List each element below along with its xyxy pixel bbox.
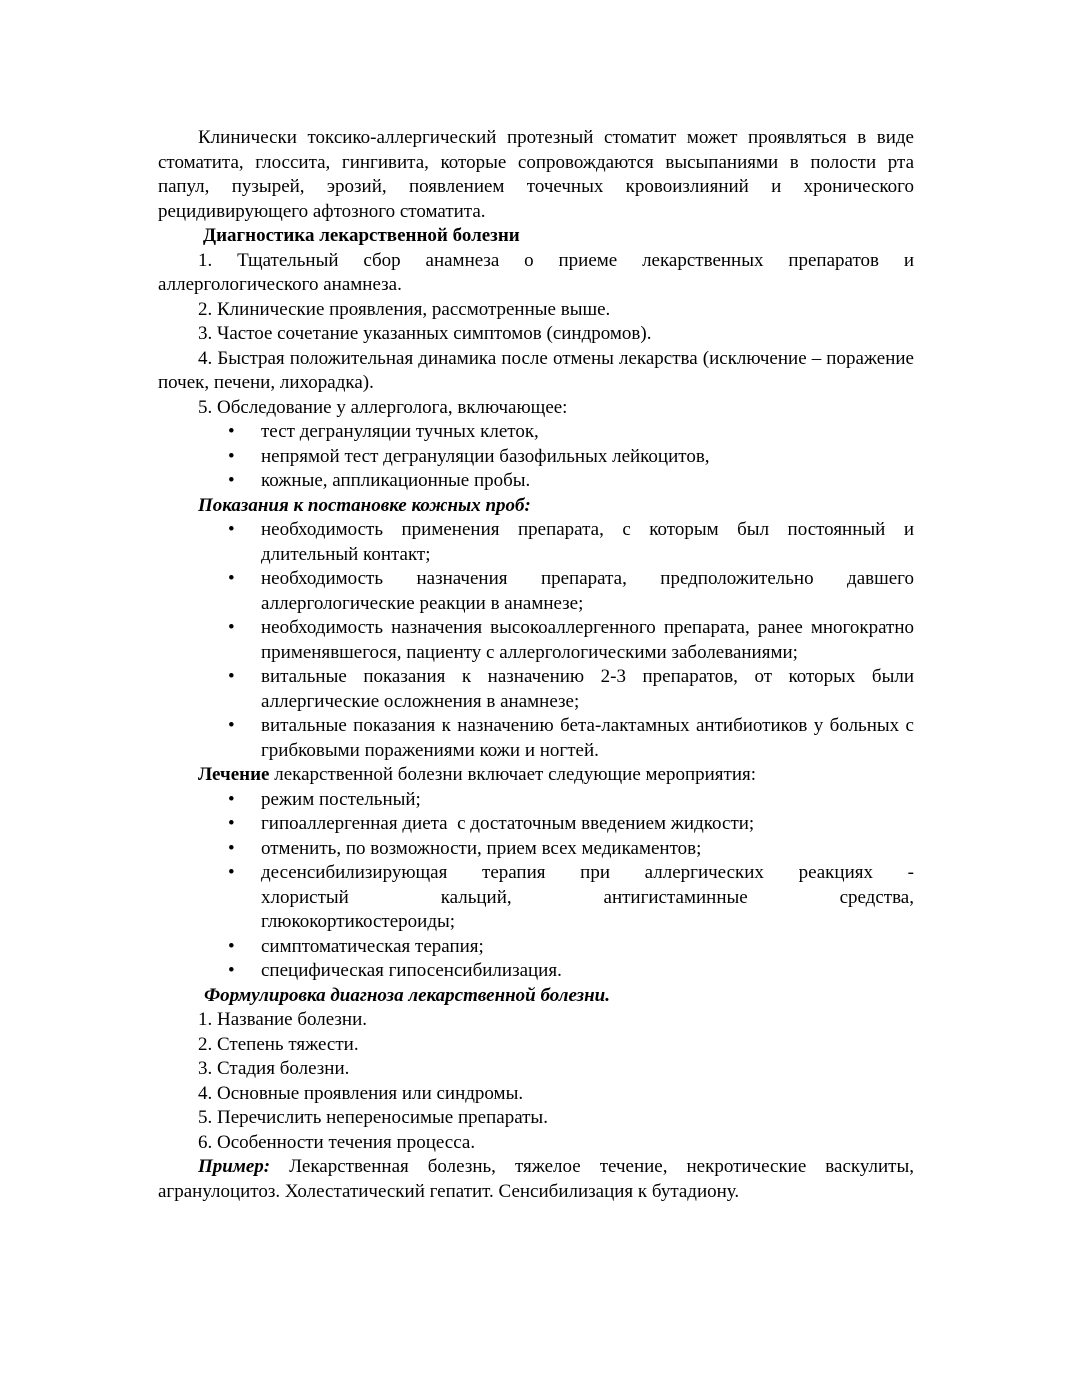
- list-item: • гипоаллергенная диета с достаточным введением жидкости;: [261, 812, 914, 837]
- skin-tests-list: [158, 518, 914, 763]
- bullet-icon: •: [228, 715, 235, 736]
- desensitization-line-3: глюкокортикостероиды;: [261, 911, 456, 932]
- bullet-icon: •: [228, 568, 235, 589]
- example-paragraph: [158, 1155, 914, 1204]
- bullet-icon: •: [228, 421, 235, 442]
- diagnostics-item-5: 5. Обследование у аллерголога, включающее:: [198, 396, 568, 418]
- formulation-item-4: 4. Основные проявления или синдромы.: [198, 1082, 524, 1104]
- formulation-item-5: 5. Перечислить непереносимые препараты.: [198, 1107, 548, 1128]
- treatment-paragraph: [158, 763, 914, 788]
- list-item: • витальные показания к назначению 2-3 препаратов, от которых были аллергические осложнения в анамнезе;: [228, 666, 914, 712]
- list-item: • режим постельный;: [261, 788, 914, 813]
- example-label: Пример:: [198, 1156, 271, 1177]
- formulation-item-6: 6. Особенности течения процесса.: [198, 1131, 476, 1153]
- bullet-icon: •: [228, 470, 235, 491]
- list-item: [228, 861, 914, 935]
- bullet-icon: •: [228, 519, 235, 540]
- list-item: • отменить, по возможности, прием всех медикаментов;: [261, 837, 914, 862]
- list-item: • витальные показания к назначению бета-лактамных антибиотиков у больных с грибковыми поражениями кожи и ногтей.: [228, 715, 914, 761]
- example-text: Лекарственная болезнь, тяжелое течение, некротические васкулиты, агранулоцитоз. Холестатический гепатит. Сенсибилизация к бутадиону.: [158, 1156, 914, 1202]
- list-item: • необходимость назначения высокоаллергенного препарата, ранее многократно применявшегося, пациенту с аллергологическими заболеваниями;: [228, 617, 914, 663]
- bullet-icon: •: [228, 837, 235, 859]
- diagnostics-item-4: 4. Быстрая положительная динамика после отмены лекарства (исключение – поражение почек, печени, лихорадка).: [158, 347, 914, 393]
- formulation-heading: Формулировка диагноза лекарственной болезни.: [204, 984, 610, 1006]
- treatment-list: [158, 788, 914, 984]
- diagnostics-heading: Диагностика лекарственной болезни: [203, 225, 520, 246]
- treatment-label: Лечение: [198, 764, 270, 785]
- skin-tests-heading: Показания к постановке кожных проб:: [198, 494, 531, 516]
- list-item: • тест дегрануляции тучных клеток,: [261, 420, 914, 445]
- list-item: • специфическая гипосенсибилизация.: [261, 959, 914, 984]
- list-item: • симптоматическая терапия;: [261, 935, 914, 960]
- bullet-icon: •: [228, 788, 235, 810]
- bullet-icon: •: [228, 617, 235, 638]
- diagnostics-item-3: 3. Частое сочетание указанных симптомов (синдромов).: [198, 323, 652, 344]
- diagnostics-item-1: 1. Тщательный сбор анамнеза о приеме лекарственных препаратов и аллергологического анамнеза.: [158, 249, 914, 295]
- desensitization-line-1: десенсибилизирующая терапия при аллергических реакциях -: [261, 862, 914, 883]
- bullet-icon: •: [228, 935, 235, 957]
- treatment-text: лекарственной болезни включает следующие мероприятия:: [269, 764, 757, 785]
- list-item: • непрямой тест дегрануляции базофильных лейкоцитов,: [261, 445, 914, 470]
- bullet-icon: •: [228, 960, 235, 981]
- bullet-icon: •: [228, 813, 235, 834]
- formulation-item-3: 3. Стадия болезни.: [198, 1058, 350, 1079]
- intro-paragraph: Клинически токсико-аллергический протезный стоматит может проявляться в виде стоматита, глоссита, гингивита, которые сопровождаются высыпаниями в полости рта папул, пузырей, эрозий, появлением точечных кровоизлияний и хронического рецидивирующего афтозного стоматита.: [158, 127, 914, 222]
- bullet-icon: •: [228, 862, 235, 883]
- formulation-item-1: 1. Название болезни.: [198, 1009, 367, 1030]
- allergist-tests-list: [158, 420, 914, 494]
- bullet-icon: •: [228, 666, 235, 687]
- bullet-icon: •: [228, 445, 235, 467]
- list-item: • необходимость применения препарата, с которым был постоянный и длительный контакт;: [228, 519, 914, 565]
- desensitization-line-2: хлористый кальций, антигистаминные средства,: [261, 886, 914, 908]
- formulation-item-2: 2. Степень тяжести.: [198, 1033, 359, 1055]
- list-item: • необходимость назначения препарата, предположительно давшего аллергологические реакции в анамнезе;: [228, 568, 914, 614]
- document-page: [158, 126, 914, 1204]
- list-item: • кожные, аппликационные пробы.: [261, 469, 914, 494]
- diagnostics-item-2: 2. Клинические проявления, рассмотренные выше.: [198, 298, 611, 320]
